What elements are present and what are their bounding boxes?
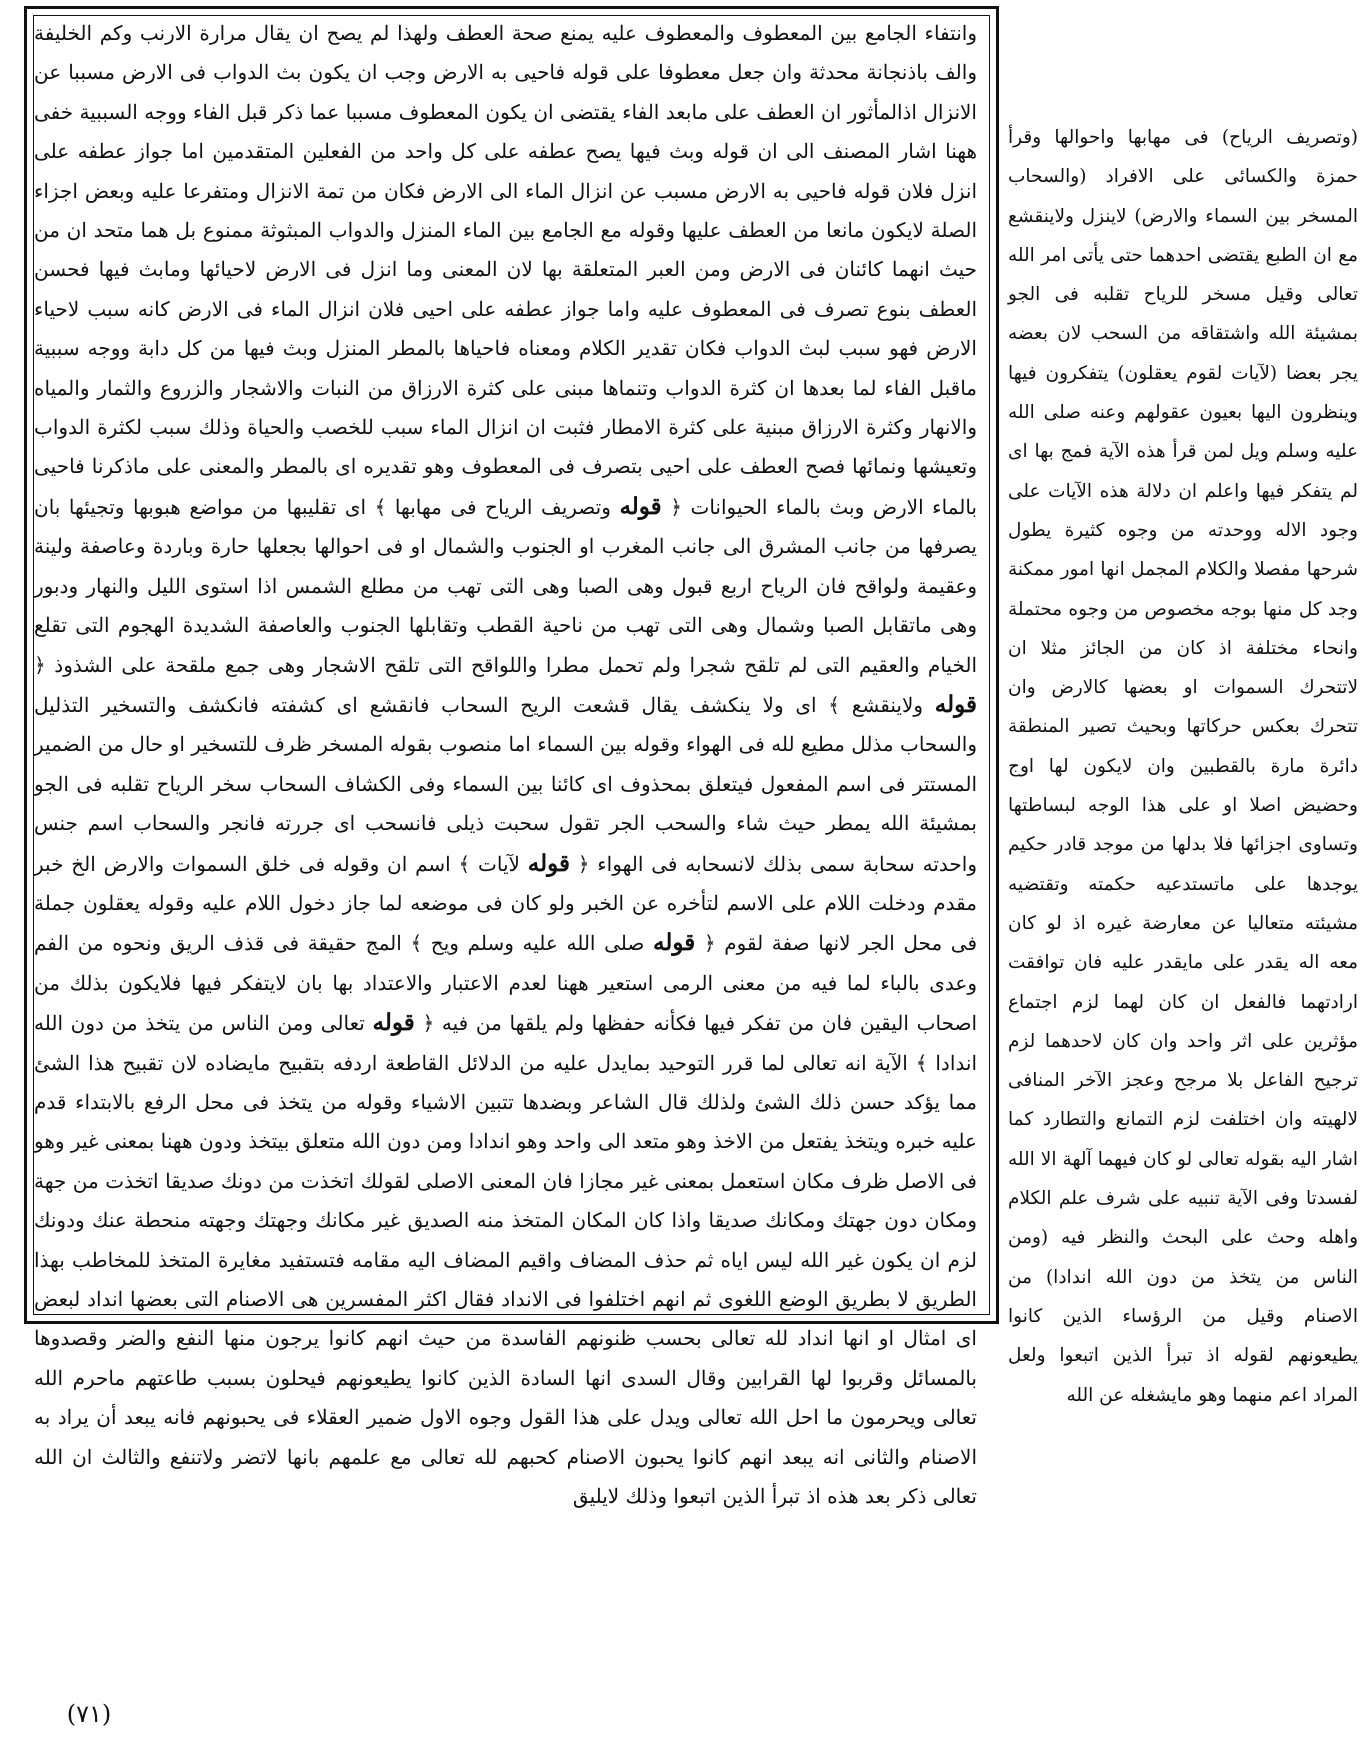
text-run: اى تقليبها من مواضع هبوبها وتجيئها بان يصرفها من جانب المشرق الى جانب المغرب او الجنوب والشمال او فى احوالها بجعلها حارة وباردة وعاصفة ولينة وعقيمة ولواقح فان الرياح اربع قبول وهى الصبا وهى التى تهب من مطلع الشمس اذا استوى الليل والنهار ودبور وهى ماتقابل الصبا وشمال وهى التى تهب من ناحية القطب وتقابلها الجنوب والعاصفة الشديدة الهجوم التى تقلع الخيام والعقيم التى لم تلقح شجرا ولم تحمل مطرا واللواقح التى تلقح الاشجار وهى جمع ملقحة على الشذوذ — [34, 494, 978, 677]
qawluhu-keyword: قوله — [527, 849, 570, 877]
text-run: الآية انه تعالى لما قرر التوحيد بمايدل عليه من الدلائل القاطعة اردفه بتقبيح مايضاده لان تقبيح هذا الشئ مما يؤكد حسن ذلك الشئ ولذلك قال الشاعر وبضدها تتبين الاشياء وقوله من يتخذ فى محل الرفع بالابتداء قدم عليه خبره ويتخذ يفتعل من الاخذ وهو متعد الى واحد وهو اندادا ومن دون الله متعلق بيتخذ ودون ههنا بمعنى غير وهو فى الاصل ظرف مكان استعمل بمعنى غير مجازا فان المعنى الاصلى لقولك اتخذت من دونك صديقا اتخذت من جهة ومكان دون جهتك ومكانك صديقا واذا كان المكان المتخذ منه الصديق غير مكانك وجهتك وجهته منحطة عنك ودونك لزم ان يكون غير الله ليس اياه ثم حذف المضاف واقيم المضاف اليه مقامه فتستفيد مغايرة المتخذ للمخاطب بهذا الطريق لا بطريق الوضع اللغوى ثم انهم اختلفوا فى الانداد فقال اكثر المفسرين هى الاصنام التى بعضها انداد لبعض اى امثال او انها انداد لله تعالى بحسب ظنونهم الفاسدة من حيث انهم كانوا يرجون منها النفع والضر وقصدوها بالمسائل وقربوا لها القرابين وقال السدى انها السادة الذين كانوا يطيعونهم فيحلون بسبب طاعتهم ماحرم الله تعالى ويحرمون ما احل الله تعالى ويدل على هذا القول وجوه الاول ضمير العقلاء فى يحبونهم فانه يبعد أن يراد به الاصنام والثانى انه يبعد انهم كانوا يحبون الاصنام كحبهم لله تعالى مع علمهم بانها لاتضر ولاتنفع والثالث ان الله تعالى ذكر بعد هذه اذ تبرأ الذين اتبعوا وذلك لايليق — [34, 1050, 977, 1509]
qawluhu-keyword: قوله — [619, 492, 662, 520]
text-run: وانتفاء الجامع بين المعطوف والمعطوف عليه يمنع صحة العطف ولهذا لم يصح ان يقال مرارة الارنب وكم الخليفة والف باذنجانة محدثة وان جعل معطوفا على قوله فاحيى به الارض وجب ان يكون بث الدواب فى الارض مسببا عن الانزال اذالمأثور ان العطف على مابعد الفاء يقتضى ان يكون المعطوف مسببا عما ذكر قبل الفاء ووجه السببية خفى ههنا اشار المصنف الى ان قوله وبث فيها يصح عطفه على كل واحد من الفعلين المتقدمين اما جواز عطفه على انزل فلان قوله فاحيى به الارض مسبب عن انزال الماء الى الارض فكان من تمة الانزال ومتفرعا عليه وبعض اجزاء الصلة لايكون مانعا من العطف عليها وقوله مع الجامع بين الماء المنزل والدواب المبثوثة ممنوع بل هما متحد ان من حيث انهما كائنان فى الارض ومن العبر المتعلقة بها لان المعنى وما انزل فى الارض لاحيائها ومابث فيها فحسن العطف بنوع تصرف فى المعطوف عليه واما جواز عطفه على احيى فلان انزال الماء فى الارض كانه سبب لاحياء الارض فهو سبب لبث الدواب فكان تقدير الكلام ومعناه فاحياها بالمطر المنزل وبث فيها من كل دابة ووجه سببية ماقبل الفاء لما بعدها ان كثرة الدواب وتنماها مبنى على كثرة الارزاق من النبات والاشجار والزروع والثمار والمياه والانهار وكثرة الارزاق مبنية على كثرة الامطار فثبت ان انزال الماء سبب للخصب والحياة وذلك سبب لكثرة الدواب وتعيشها ونمائها فصح العطف على احيى بتصرف فى المعطوف وهو تقديره اى بالمطر والمعنى على ماذكرنا فاحيى بالماء الارض وبث بالماء الحيوانات — [34, 21, 978, 519]
commentary-paragraph: وانتفاء الجامع بين المعطوف والمعطوف عليه يمنع صحة العطف ولهذا لم يصح ان يقال مرارة الارنب وكم الخليفة والف باذنجانة محدثة وان جعل معطوفا على قوله فاحيى به الارض وجب ان يكون بث الدواب فى الارض مسببا عن الانزال اذالمأثور ان العطف على مابعد الفاء يقتضى ان يكون المعطوف مسببا عما ذكر قبل الفاء ووجه السببية خفى ههنا اشار المصنف الى ان قوله وبث فيها يصح عطفه على كل واحد من الفعلين المتقدمين اما جواز عطفه على انزل فلان قوله فاحيى به الارض مسبب عن انزال الماء الى الارض فكان من تمة الانزال ومتفرعا عليه وبعض اجزاء الصلة لايكون مانعا من العطف عليها وقوله مع الجامع بين الماء المنزل والدواب المبثوثة ممنوع بل هما متحد ان من حيث انهما كائنان فى الارض ومن العبر المتعلقة بها لان المعنى وما انزل فى الارض لاحيائها ومابث فيها فحسن العطف بنوع تصرف فى المعطوف عليه واما جواز عطفه على احيى فلان انزال الماء فى الارض كانه سبب لاحياء الارض فهو سبب لبث الدواب فكان تقدير الكلام ومعناه فاحياها بالمطر المنزل وبث فيها من كل دابة ووجه سببية ماقبل الفاء لما بعدها ان كثرة الدواب وتنماها مبنى على كثرة الارزاق من النبات والاشجار والزروع والثمار والمياه والانهار وكثرة الارزاق مبنية على كثرة الامطار فثبت ان انزال الماء سبب للخصب والحياة وذلك سبب لكثرة الدواب وتعيشها ونمائها فصح العطف على احيى بتصرف فى المعطوف وهو تقديره اى بالمطر والمعنى على ماذكرنا فاحيى بالماء الارض وبث بالماء الحيوانات ﴿ قوله وتصريف الرياح فى مهابها ﴾ اى تقليبها من مواضع هبوبها وتجيئها بان يصرفها من جانب المشرق الى جانب المغرب او الجنوب والشمال او فى احوالها بجعلها حارة وباردة وعاصفة ولينة وعقيمة ولواقح فان الرياح اربع قبول وهى الصبا وهى التى تهب من مطلع الشمس اذا استوى الليل والنهار ودبور وهى ماتقابل الصبا وشمال وهى التى تهب من ناحية القطب وتقابلها الجنوب والعاصفة الشديدة الهجوم التى تقلع الخيام والعقيم التى لم تلقح شجرا ولم تحمل مطرا واللواقح التى تلقح الاشجار وهى جمع ملقحة على الشذوذ ﴿ قوله ولاينقشع ﴾ اى ولا ينكشف يقال قشعت الريح السحاب فانقشع اى كشفته فانكشف والتسخير التذليل والسحاب مذلل مطيع لله فى الهواء وقوله بين السماء اما منصوب بقوله المسخر ظرف للتسخير او حال من الضمير المستتر فى اسم المفعول فيتعلق بمحذوف اى كائنا بين السماء وفى الكشاف السحاب سخر الرياح تقلبه فى الجو بمشيئة الله يمطر حيث شاء والسحب الجر تقول سحبت ذيلى فانسحب اى جررته فانجر والسحاب اسم جنس واحدته سحابة سمى بذلك لانسحابه فى الهواء ﴿ قوله لآيات ﴾ اسم ان وقوله فى خلق السموات والارض الخ خبر مقدم ودخلت اللام على الاسم لتأخره عن الخبر ولو كان فى موضعه لما جاز دخول اللام عليه وقوله يعقلون جملة فى محل الجر لانها صفة لقوم ﴿ قوله صلى الله عليه وسلم ويح ﴾ المج حقيقة فى قذف الريق ونحوه من الفم وعدى بالباء لما فيه من معنى الرمى استعير ههنا لعدم الاعتبار والاعتداد بها بان لايتفكر فيها فلايكون بذلك من اصحاب اليقين فان من تفكر فيها فكأنه حفظها ولم يلقها من فيه ﴿ قوله تعالى ومن الناس من يتخذ من دون الله اندادا ﴾ الآية انه تعالى لما قرر التوحيد بمايدل عليه من الدلائل القاطعة اردفه بتقبيح مايضاده لان تقبيح هذا الشئ مما يؤكد حسن ذلك الشئ ولذلك قال الشاعر وبضدها تتبين الاشياء وقوله من يتخذ فى محل الرفع بالابتداء قدم عليه خبره ويتخذ يفتعل من الاخذ وهو متعد الى واحد وهو اندادا ومن دون الله متعلق بيتخذ ودون ههنا بمعنى غير وهو فى الاصل ظرف مكان استعمل بمعنى غير مجازا فان المعنى الاصلى لقولك اتخذت من دونك صديقا اتخذت من جهة ومكان دون جهتك ومكانك صديقا واذا كان المكان المتخذ منه الصديق غير مكانك وجهتك وجهته منحطة عنك ودونك لزم ان يكون غير الله ليس اياه ثم حذف المضاف واقيم المضاف اليه مقامه فتستفيد مغايرة المتخذ للمخاطب بهذا الطريق لا بطريق الوضع اللغوى ثم انهم اختلفوا فى الانداد فقال اكثر المفسرين هى الاصنام التى بعضها انداد لبعض اى امثال او انها انداد لله تعالى بحسب ظنونهم الفاسدة من حيث انهم كانوا يرجون منها النفع والضر وقصدوها بالمسائل وقربوا لها القرابين وقال السدى انها السادة الذين كانوا يطيعونهم فيحلون بسبب طاعتهم ماحرم الله تعالى ويحرمون ما احل الله تعالى ويدل على هذا القول وجوه الاول ضمير العقلاء فى يحبونهم فانه يبعد أن يراد به الاصنام والثانى انه يبعد انهم كانوا يحبون الاصنام كحبهم لله تعالى مع علمهم بانها لاتضر ولاتنفع والثالث ان الله تعالى ذكر بعد هذه اذ تبرأ الذين اتبعوا وذلك لايليق — [34, 21, 978, 1509]
qawluhu-keyword: قوله — [653, 929, 696, 957]
main-commentary-text — [34, 14, 977, 1516]
quoted-phrase: لآيات — [478, 851, 520, 876]
text-run: اى ولا ينكشف يقال قشعت الريح السحاب فانقشع اى كشفته فانكشف والتسخير التذليل والسحاب مذلل مطيع لله فى الهواء وقوله بين السماء اما منصوب بقوله المسخر ظرف للتسخير او حال من الضمير المستتر فى اسم المفعول فيتعلق بمحذوف اى كائنا بين السماء وفى الكشاف السحاب سخر الرياح تقلبه فى الجو بمشيئة الله يمطر حيث شاء والسحب الجر تقول سحبت ذيلى فانسحب اى جررته فانجر والسحاب اسم جنس واحدته سحابة سمى بذلك لانسحابه فى الهواء — [34, 692, 977, 876]
tafsir-side-text — [1008, 118, 1358, 1415]
qawluhu-keyword: قوله — [934, 690, 978, 718]
qawluhu-keyword: قوله — [372, 1009, 415, 1037]
text-run: اسم ان وقوله فى خلق السموات والارض الخ خبر مقدم ودخلت اللام على الاسم لتأخره عن الخبر ولو كان فى موضعه لما جاز دخول اللام عليه وقوله يعقلون جملة فى محل الجر لانها صفة لقوم — [34, 851, 978, 956]
quoted-phrase: ولاينقشع — [851, 692, 924, 717]
page-number: (٧١) — [66, 1700, 112, 1728]
quoted-phrase: وتصريف الرياح فى مهابها — [394, 494, 611, 519]
quoted-phrase: تعالى ومن الناس من يتخذ من دون الله اندادا — [34, 1011, 977, 1075]
quoted-phrase: صلى الله عليه وسلم ويح — [430, 931, 645, 956]
side-paragraph: (وتصريف الرياح) فى مهابها واحوالها وقرأ حمزة والكسائى على الافراد (والسحاب المسخر بين السماء والارض) لاينزل ولاينقشع مع ان الطبع يقتضى احدهما حتى يأتى امر الله تعالى وقيل مسخر للرياح تقلبه فى الجو بمشيئة الله واشتقاقه من السحب لان بعضه يجر بعضا (لآيات لقوم يعقلون) يتفكرون فيها وينظرون اليها بعيون عقولهم وعنه صلى الله عليه وسلم ويل لمن قرأ هذه الآية فمج بها اى لم يتفكر فيها واعلم ان دلالة هذه الآيات على وجود الاله ووحدته من وجوه كثيرة يطول شرحها مفصلا والكلام المجمل انها امور ممكنة وجد كل منها بوجه مخصوص من وجوه محتملة وانحاء مختلفة اذ كان من الجائز مثلا ان لاتتحرك السموات او بعضها كالارض وان تتحرك بعكس حركاتها وبحيث تصير المنطقة دائرة مارة بالقطبين وان لايكون لها اوج وحضيض اصلا او على هذا الوجه لبساطتها وتساوى اجزائها فلا بدلها من موجد قادر حكيم يوجدها على ماتستدعيه حكمته وتقتضيه مشيئته متعاليا عن معارضة غيره اذ لو كان معه اله يقدر على مايقدر عليه فان توافقت ارادتهما فالفعل ان كان لهما لزم اجتماع مؤثرين على اثر واحد وان كان لاحدهما لزم ترجيح الفاعل بلا مرجح وعجز الآخر المنافى لالهيته وان اختلفت لزم التمانع والتطارد كما اشار اليه بقوله تعالى لو كان فيهما آلهة الا الله لفسدتا وفى الآية تنبيه على شرف علم الكلام واهله وحث على البحث والنظر فيه (ومن الناس من يتخذ من دون الله اندادا) من الاصنام وقيل من الرؤساء الذين كانوا يطيعونهم لقوله اذ تبرأ الذين اتبعوا ولعل المراد اعم منهما وهو مايشغله عن الله — [1008, 127, 1358, 1406]
text-run: المج حقيقة فى قذف الريق ونحوه من الفم وعدى بالباء لما فيه من معنى الرمى استعير ههنا لعدم الاعتبار والاعتداد بها بان لايتفكر فيها فلايكون بذلك من اصحاب اليقين فان من تفكر فيها فكأنه حفظها ولم يلقها من فيه — [34, 931, 978, 1036]
